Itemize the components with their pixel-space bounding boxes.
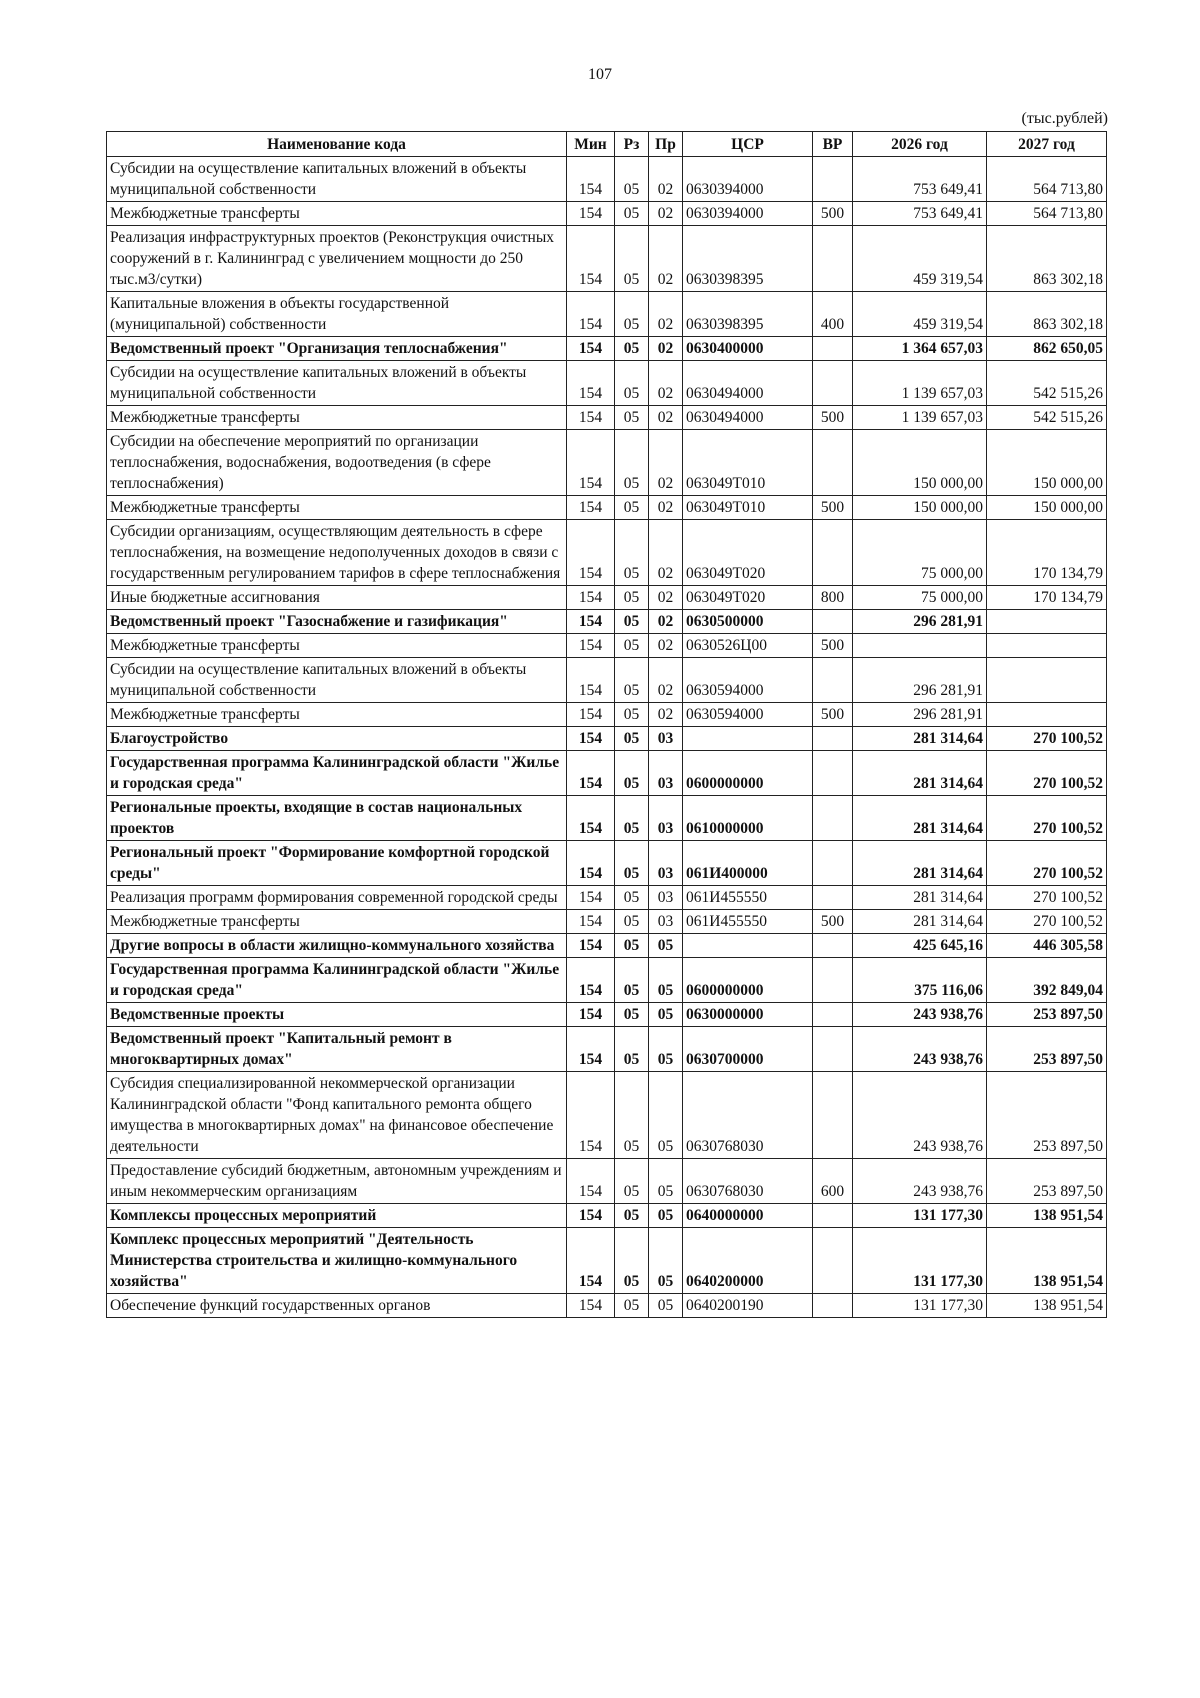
cell-min: 154 [567,1003,615,1027]
cell-2027 [987,658,1107,703]
cell-name: Благоустройство [107,727,567,751]
cell-rz: 05 [615,1228,649,1294]
table-body [107,157,1107,1318]
table-row [107,157,1107,202]
cell-rz: 05 [615,202,649,226]
cell-vr [813,796,853,841]
cell-rz: 05 [615,634,649,658]
cell-csr [683,727,813,751]
cell-2027: 564 713,80 [987,202,1107,226]
cell-vr: 500 [813,703,853,727]
cell-pr: 02 [649,202,683,226]
cell-2026: 281 314,64 [853,796,987,841]
cell-min: 154 [567,727,615,751]
cell-pr: 05 [649,1204,683,1228]
cell-rz: 05 [615,430,649,496]
cell-pr: 02 [649,430,683,496]
cell-name: Обеспечение функций государственных органов [107,1294,567,1318]
table-row [107,958,1107,1003]
cell-2026: 131 177,30 [853,1228,987,1294]
cell-csr: 0630398395 [683,226,813,292]
cell-2027: 270 100,52 [987,751,1107,796]
table-row [107,1027,1107,1072]
cell-2027: 270 100,52 [987,727,1107,751]
cell-vr: 500 [813,634,853,658]
cell-min: 154 [567,1072,615,1159]
cell-vr [813,751,853,796]
cell-name: Реализация инфраструктурных проектов (Реконструкция очистных сооружений в г. Калининград с увеличением мощности до 250 тыс.м3/сутки) [107,226,567,292]
cell-rz: 05 [615,886,649,910]
table-row [107,226,1107,292]
cell-vr [813,658,853,703]
cell-vr [813,1003,853,1027]
cell-2026: 131 177,30 [853,1294,987,1318]
cell-csr: 063049Т020 [683,586,813,610]
cell-rz: 05 [615,1204,649,1228]
cell-min: 154 [567,1204,615,1228]
cell-rz: 05 [615,406,649,430]
cell-csr: 0630000000 [683,1003,813,1027]
cell-pr: 03 [649,796,683,841]
cell-min: 154 [567,1027,615,1072]
cell-name: Межбюджетные трансферты [107,910,567,934]
cell-2027: 863 302,18 [987,226,1107,292]
header-csr: ЦСР [683,132,813,157]
cell-2027: 253 897,50 [987,1003,1107,1027]
cell-rz: 05 [615,841,649,886]
table-row [107,703,1107,727]
cell-name: Региональные проекты, входящие в состав национальных проектов [107,796,567,841]
cell-2027: 138 951,54 [987,1204,1107,1228]
cell-csr: 0630398395 [683,292,813,337]
cell-2026: 296 281,91 [853,610,987,634]
cell-pr: 03 [649,910,683,934]
cell-2027: 150 000,00 [987,430,1107,496]
cell-csr: 0630594000 [683,658,813,703]
cell-pr: 02 [649,703,683,727]
cell-pr: 03 [649,886,683,910]
cell-name: Межбюджетные трансферты [107,634,567,658]
cell-pr: 05 [649,1003,683,1027]
cell-vr [813,361,853,406]
cell-2026: 243 938,76 [853,1003,987,1027]
cell-vr [813,337,853,361]
cell-min: 154 [567,157,615,202]
cell-name: Государственная программа Калининградской области "Жилье и городская среда" [107,958,567,1003]
cell-csr: 0630494000 [683,406,813,430]
cell-pr: 05 [649,934,683,958]
cell-vr [813,934,853,958]
cell-pr: 02 [649,226,683,292]
cell-2026: 150 000,00 [853,430,987,496]
cell-pr: 03 [649,751,683,796]
cell-vr [813,610,853,634]
cell-rz: 05 [615,496,649,520]
cell-csr: 0630394000 [683,202,813,226]
cell-2026: 459 319,54 [853,226,987,292]
cell-2027: 138 951,54 [987,1228,1107,1294]
cell-2026: 375 116,06 [853,958,987,1003]
cell-rz: 05 [615,361,649,406]
cell-2026: 296 281,91 [853,703,987,727]
cell-rz: 05 [615,910,649,934]
cell-pr: 05 [649,1294,683,1318]
table-row [107,1204,1107,1228]
cell-2026: 753 649,41 [853,202,987,226]
cell-csr: 0640200190 [683,1294,813,1318]
cell-2026 [853,634,987,658]
cell-min: 154 [567,1294,615,1318]
cell-2026: 75 000,00 [853,520,987,586]
cell-pr: 02 [649,157,683,202]
cell-min: 154 [567,406,615,430]
cell-pr: 05 [649,1027,683,1072]
table-row [107,910,1107,934]
table-row [107,337,1107,361]
table-row [107,796,1107,841]
cell-min: 154 [567,703,615,727]
cell-rz: 05 [615,1159,649,1204]
cell-2026: 131 177,30 [853,1204,987,1228]
cell-vr [813,727,853,751]
cell-vr: 400 [813,292,853,337]
cell-2026: 243 938,76 [853,1159,987,1204]
cell-name: Межбюджетные трансферты [107,406,567,430]
cell-2026: 281 314,64 [853,886,987,910]
cell-vr [813,1204,853,1228]
cell-2027: 564 713,80 [987,157,1107,202]
cell-2027 [987,610,1107,634]
cell-rz: 05 [615,1027,649,1072]
cell-vr [813,520,853,586]
table-row [107,751,1107,796]
cell-pr: 05 [649,1072,683,1159]
cell-pr: 03 [649,727,683,751]
cell-min: 154 [567,586,615,610]
cell-csr: 0630500000 [683,610,813,634]
cell-pr: 05 [649,1159,683,1204]
cell-2027: 542 515,26 [987,406,1107,430]
cell-min: 154 [567,1228,615,1294]
cell-min: 154 [567,292,615,337]
cell-csr: 063049Т020 [683,520,813,586]
cell-name: Межбюджетные трансферты [107,202,567,226]
cell-2026: 1 139 657,03 [853,361,987,406]
cell-rz: 05 [615,157,649,202]
cell-min: 154 [567,202,615,226]
cell-min: 154 [567,934,615,958]
cell-csr: 061И400000 [683,841,813,886]
cell-min: 154 [567,361,615,406]
cell-2027: 253 897,50 [987,1159,1107,1204]
cell-name: Комплекс процессных мероприятий "Деятельность Министерства строительства и жилищно-коммунального хозяйства" [107,1228,567,1294]
table-row [107,658,1107,703]
table-row [107,292,1107,337]
cell-csr: 063049Т010 [683,430,813,496]
cell-pr: 02 [649,496,683,520]
header-min: Мин [567,132,615,157]
cell-2027: 863 302,18 [987,292,1107,337]
table-row [107,727,1107,751]
cell-name: Субсидия специализированной некоммерческой организации Калининградской области "Фонд капитального ремонта общего имущества в многоквартирных домах" на финансовое обеспечение деятельности [107,1072,567,1159]
cell-vr [813,1072,853,1159]
units-label: (тыс.рублей) [1021,110,1108,127]
cell-min: 154 [567,610,615,634]
cell-2027: 170 134,79 [987,586,1107,610]
table-row [107,934,1107,958]
cell-2027: 150 000,00 [987,496,1107,520]
budget-table [106,131,1107,1318]
cell-name: Ведомственные проекты [107,1003,567,1027]
cell-min: 154 [567,337,615,361]
table-row [107,496,1107,520]
cell-csr: 0630394000 [683,157,813,202]
table-row [107,406,1107,430]
page-number: 107 [588,66,612,83]
table-row [107,1159,1107,1204]
cell-min: 154 [567,658,615,703]
cell-name: Межбюджетные трансферты [107,496,567,520]
cell-name: Субсидии на осуществление капитальных вложений в объекты муниципальной собственности [107,157,567,202]
cell-csr: 0630768030 [683,1072,813,1159]
cell-csr: 0600000000 [683,958,813,1003]
cell-2026: 281 314,64 [853,727,987,751]
cell-vr: 500 [813,406,853,430]
table-row [107,430,1107,496]
cell-pr: 02 [649,292,683,337]
cell-name: Комплексы процессных мероприятий [107,1204,567,1228]
cell-rz: 05 [615,958,649,1003]
cell-name: Региональный проект "Формирование комфортной городской среды" [107,841,567,886]
cell-2026: 1 139 657,03 [853,406,987,430]
cell-min: 154 [567,910,615,934]
cell-name: Государственная программа Калининградской области "Жилье и городская среда" [107,751,567,796]
cell-csr: 0630700000 [683,1027,813,1072]
cell-min: 154 [567,496,615,520]
cell-name: Капитальные вложения в объекты государственной (муниципальной) собственности [107,292,567,337]
header-vr: ВР [813,132,853,157]
cell-csr [683,934,813,958]
cell-name: Ведомственный проект "Газоснабжение и газификация" [107,610,567,634]
table-row [107,1003,1107,1027]
cell-vr: 500 [813,202,853,226]
cell-rz: 05 [615,1003,649,1027]
cell-pr: 05 [649,958,683,1003]
cell-vr: 800 [813,586,853,610]
cell-name: Реализация программ формирования современной городской среды [107,886,567,910]
cell-csr: 063049Т010 [683,496,813,520]
table-row [107,610,1107,634]
table-row [107,586,1107,610]
cell-min: 154 [567,958,615,1003]
cell-pr: 05 [649,1228,683,1294]
table-row [107,886,1107,910]
cell-rz: 05 [615,226,649,292]
cell-rz: 05 [615,337,649,361]
cell-2027: 170 134,79 [987,520,1107,586]
table-row [107,634,1107,658]
cell-2026: 243 938,76 [853,1027,987,1072]
cell-pr: 02 [649,634,683,658]
cell-min: 154 [567,430,615,496]
cell-2027 [987,634,1107,658]
header-name: Наименование кода [107,132,567,157]
cell-name: Субсидии на осуществление капитальных вложений в объекты муниципальной собственности [107,658,567,703]
cell-2027: 392 849,04 [987,958,1107,1003]
table-row [107,361,1107,406]
cell-vr [813,226,853,292]
cell-2027: 253 897,50 [987,1027,1107,1072]
header-pr: Пр [649,132,683,157]
cell-vr: 500 [813,910,853,934]
cell-rz: 05 [615,520,649,586]
cell-vr [813,841,853,886]
table-row [107,1294,1107,1318]
cell-rz: 05 [615,1072,649,1159]
cell-min: 154 [567,751,615,796]
cell-2027: 270 100,52 [987,886,1107,910]
cell-2026: 281 314,64 [853,910,987,934]
cell-min: 154 [567,520,615,586]
cell-csr: 0640200000 [683,1228,813,1294]
cell-csr: 0630594000 [683,703,813,727]
cell-min: 154 [567,841,615,886]
cell-2027 [987,703,1107,727]
cell-csr: 0630494000 [683,361,813,406]
cell-2027: 253 897,50 [987,1072,1107,1159]
table-row [107,520,1107,586]
cell-pr: 02 [649,337,683,361]
header-rz: Рз [615,132,649,157]
cell-pr: 03 [649,841,683,886]
cell-2027: 862 650,05 [987,337,1107,361]
cell-csr: 0640000000 [683,1204,813,1228]
table-row [107,1072,1107,1159]
cell-vr: 500 [813,496,853,520]
cell-2027: 138 951,54 [987,1294,1107,1318]
cell-pr: 02 [649,586,683,610]
cell-name: Ведомственный проект "Капитальный ремонт в многоквартирных домах" [107,1027,567,1072]
cell-2026: 296 281,91 [853,658,987,703]
cell-2027: 270 100,52 [987,841,1107,886]
cell-rz: 05 [615,934,649,958]
table-row [107,1228,1107,1294]
cell-pr: 02 [649,658,683,703]
cell-pr: 02 [649,361,683,406]
table-row [107,841,1107,886]
cell-min: 154 [567,796,615,841]
cell-rz: 05 [615,610,649,634]
cell-2027: 270 100,52 [987,910,1107,934]
cell-vr [813,1294,853,1318]
cell-2027: 270 100,52 [987,796,1107,841]
cell-pr: 02 [649,520,683,586]
cell-csr: 0610000000 [683,796,813,841]
cell-csr: 061И455550 [683,886,813,910]
cell-name: Ведомственный проект "Организация теплоснабжения" [107,337,567,361]
cell-2026: 753 649,41 [853,157,987,202]
cell-min: 154 [567,886,615,910]
cell-vr [813,886,853,910]
cell-name: Предоставление субсидий бюджетным, автономным учреждениям и иным некоммерческим организациям [107,1159,567,1204]
header-2027: 2027 год [987,132,1107,157]
cell-pr: 02 [649,610,683,634]
cell-2026: 281 314,64 [853,751,987,796]
cell-min: 154 [567,1159,615,1204]
cell-2026: 75 000,00 [853,586,987,610]
cell-2026: 459 319,54 [853,292,987,337]
cell-csr: 0600000000 [683,751,813,796]
cell-rz: 05 [615,751,649,796]
cell-pr: 02 [649,406,683,430]
cell-csr: 061И455550 [683,910,813,934]
cell-vr [813,1027,853,1072]
cell-csr: 0630526Ц00 [683,634,813,658]
cell-2027: 446 305,58 [987,934,1107,958]
cell-2026: 243 938,76 [853,1072,987,1159]
cell-name: Субсидии организациям, осуществляющим деятельность в сфере теплоснабжения, на возмещение недополученных доходов в связи с государственным регулированием тарифов в сфере теплоснабжения [107,520,567,586]
cell-2026: 425 645,16 [853,934,987,958]
cell-name: Межбюджетные трансферты [107,703,567,727]
cell-vr [813,1228,853,1294]
cell-name: Другие вопросы в области жилищно-коммунального хозяйства [107,934,567,958]
cell-2027: 542 515,26 [987,361,1107,406]
cell-vr [813,430,853,496]
cell-rz: 05 [615,727,649,751]
cell-name: Иные бюджетные ассигнования [107,586,567,610]
cell-csr: 0630400000 [683,337,813,361]
cell-2026: 281 314,64 [853,841,987,886]
cell-rz: 05 [615,586,649,610]
cell-name: Субсидии на обеспечение мероприятий по организации теплоснабжения, водоснабжения, водоотведения (в сфере теплоснабжения) [107,430,567,496]
cell-csr: 0630768030 [683,1159,813,1204]
cell-min: 154 [567,634,615,658]
cell-2026: 1 364 657,03 [853,337,987,361]
cell-rz: 05 [615,1294,649,1318]
cell-rz: 05 [615,292,649,337]
table-row [107,202,1107,226]
cell-vr [813,958,853,1003]
cell-min: 154 [567,226,615,292]
cell-vr: 600 [813,1159,853,1204]
cell-rz: 05 [615,796,649,841]
cell-vr [813,157,853,202]
cell-rz: 05 [615,658,649,703]
cell-rz: 05 [615,703,649,727]
header-2026: 2026 год [853,132,987,157]
table-header-row [107,132,1107,157]
cell-2026: 150 000,00 [853,496,987,520]
cell-name: Субсидии на осуществление капитальных вложений в объекты муниципальной собственности [107,361,567,406]
